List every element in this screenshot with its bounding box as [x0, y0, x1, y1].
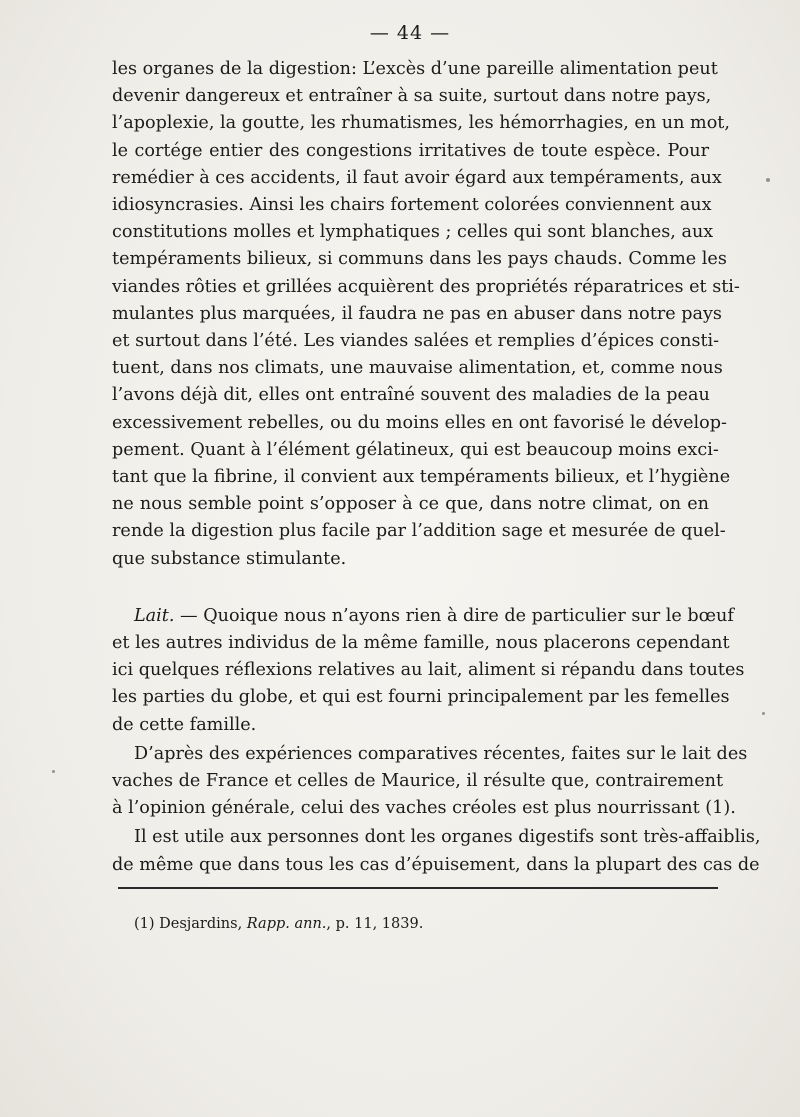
text-line: le cortége entier des congestions irritatives de toute espèce. Pour	[112, 140, 709, 161]
text-line: excessivement rebelles, ou du moins elles en ont favorisé le dévelop-	[112, 412, 727, 433]
text-line: et les autres individus de la même famille, nous placerons cependant	[112, 633, 730, 654]
text-line: tempéraments bilieux, si communs dans les pays chauds. Comme les	[112, 249, 727, 270]
text-line: viandes rôties et grillées acquièrent des propriétés réparatrices et sti-	[112, 276, 740, 297]
text-line: devenir dangereux et entraîner à sa suite, surtout dans notre pays,	[112, 86, 712, 107]
text-line: de même que dans tous les cas d’épuisement, dans la plupart des cas de	[112, 854, 760, 875]
text-line: ne nous semble point s’opposer à ce que, dans notre climat, on en	[112, 494, 709, 515]
text-line: à l’opinion générale, celui des vaches créoles est plus nourrissant (1).	[112, 798, 736, 819]
text-line: les parties du globe, et qui est fourni principalement par les femelles	[112, 687, 730, 708]
paragraph-2	[112, 603, 745, 739]
section-heading: Lait.	[134, 605, 175, 626]
footnote-source: Rapp. ann.	[246, 916, 327, 932]
text-line: que substance stimulante.	[112, 548, 347, 569]
page-number: — 44 —	[369, 22, 451, 44]
text-line: remédier à ces accidents, il faut avoir égard aux tempéraments, aux	[112, 167, 722, 188]
text-line: les organes de la digestion: L’excès d’une pareille alimentation peut	[112, 59, 718, 79]
text-line: ici quelques réflexions relatives au lait, aliment si répandu dans toutes	[112, 660, 745, 681]
paper-speck	[762, 712, 765, 715]
paper-speck	[52, 770, 55, 773]
text-line: rende la digestion plus facile par l’addition sage et mesurée de quel-	[112, 521, 726, 542]
text-line: idiosyncrasies. Ainsi les chairs fortement colorées conviennent aux	[112, 195, 712, 216]
text-line: pement. Quant à l’élément gélatineux, qui est beaucoup moins exci-	[112, 439, 719, 460]
paragraph-4	[112, 824, 761, 878]
text-line: tuent, dans nos climats, une mauvaise alimentation, et, comme nous	[112, 358, 723, 379]
paragraph-3	[112, 741, 748, 823]
text-line: mulantes plus marquées, il faudra ne pas en abuser dans notre pays	[112, 303, 722, 324]
text-line: D’après des expériences comparatives récentes, faites sur le lait des	[134, 743, 748, 764]
text-line: vaches de France et celles de Maurice, il résulte que, contrairement	[112, 771, 724, 792]
footnote-divider	[118, 887, 718, 889]
text-line-rest: — Quoique nous n’ayons rien à dire de particulier sur le bœuf	[174, 605, 734, 626]
text-line	[112, 603, 734, 630]
paper-speck	[766, 178, 770, 182]
footnote-marker: (1) Desjardins,	[134, 916, 247, 932]
body-text	[112, 56, 761, 879]
text-line: Il est utile aux personnes dont les organes digestifs sont très-affaiblis,	[134, 827, 761, 848]
text-line: tant que la fibrine, il convient aux tempéraments bilieux, et l’hygiène	[112, 467, 731, 488]
text-line: et surtout dans l’été. Les viandes salées et remplies d’épices consti-	[112, 331, 720, 352]
text-line: de cette famille.	[112, 714, 257, 735]
paragraph-spacing	[112, 573, 709, 603]
footnote-rest: , p. 11, 1839.	[326, 916, 424, 932]
text-line: l’avons déjà dit, elles ont entraîné souvent des maladies de la peau	[112, 385, 710, 406]
text-line: constitutions molles et lymphatiques ; celles qui sont blanches, aux	[112, 222, 714, 243]
paragraph-1	[112, 56, 740, 573]
footnote	[134, 916, 423, 932]
text-line: l’apoplexie, la goutte, les rhumatismes, les hémorrhagies, en un mot,	[112, 113, 730, 134]
